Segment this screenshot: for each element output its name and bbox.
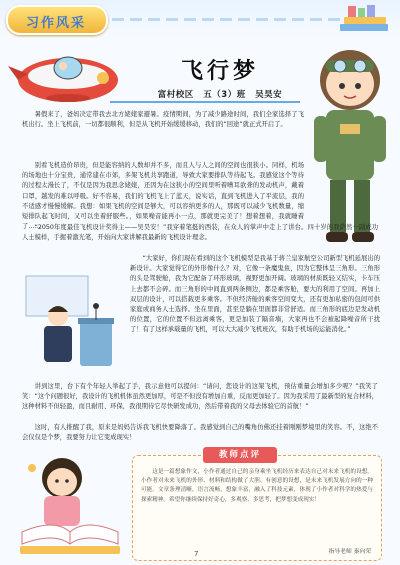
airplane-illustration <box>8 40 128 115</box>
paragraph-2: 别看飞机造价昂贵，但是能容纳的人数却并不多，而且人与人之间的空间也很狭小。同样，机场的场地也十分宝贵，通常建在市郊，多架飞机共享跑道，导致大家要排队等待起飞。我感觉这个等待的过程太漫长了，不仅是因为我思念姥姥，还因为在这狭小的空间里听着嘈耳欲聋的发动机声，戴着口罩，越发的难以呼吸。好不容易，我们的飞机飞上了蓝天，说实话，直到飞机进入了平流层，我的不适感才慢慢缓解。我想：如果飞机的空间是够大，可以容纳更多的人，那既可以减少飞机数量，缩短排队起飞时间，又可以坐着舒服些。，如果噪音能再小一点，那就更完美了！想着想着，我就睡着了…… <box>22 162 304 231</box>
page-number: 7 <box>194 550 199 558</box>
section-badge <box>6 5 108 35</box>
page-header <box>0 0 400 38</box>
byline <box>130 88 310 100</box>
books-icon <box>334 2 394 36</box>
article-title: 飞行梦 <box>180 58 259 84</box>
paragraph-6: 这时，有人推醒了我，原来是妈妈告诉我飞机快要降落了。我感觉到自己的嘴角仿佛还挂着刚刚梦境里的笑容。不，这绝不会仅仅是个梦，我要努力让它变成现实！ <box>22 424 378 442</box>
teacher-comment-card <box>132 450 382 561</box>
reading-girl-illustration <box>14 448 126 558</box>
comment-text: 这是一篇想象作文，小作者通过自己的亲身乘坐飞机经历来表达自己对未来飞机的设想。小作者对未来飞机的外形、材料和结构做了大胆、有创意的设想，是未来飞机发展方向的一种可能。文章条理清晰，语言流畅，想象丰富，融入了科技元素，体现了小作者对科学的热爱与探索精神。希望你继续保持好奇心，多观察、多思考，把梦想变成现实！ <box>141 469 373 503</box>
paragraph-1: 暑假来了，爸妈决定带我去北方姥姥家避暑。疫情期间，为了减少路途时间，我们全家选择了飞机出行。坐上飞机前，一切都很顺利，但是从飞机开始缓缓移动，我们的“回途”就正式开启了。 <box>22 111 304 129</box>
paragraph-5: 讲到这里，台下有个年轻人举起了手，我示意他可以提问：“请问，您设计的这架飞机，预估重量会增加多少呢？”我笑了笑：“这个问题很好，我设计的飞机机体虽然更加厚，可是不但没有增加自重，反而更加轻了。因为我采用了最新型的复合材料，这种材料不但轻盈，而且耐用、环保，我很期待它尽快研发成功，然后带着我的父母去体验它的首航！” <box>22 383 378 411</box>
section-badge-label: 习作风采 <box>26 16 87 31</box>
title-divider <box>110 101 300 103</box>
paragraph-3: “2050年度最佳飞机设计奖得主——吴昊安！”我穿着笔挺的西装，在众人的掌声中走上了讲台。四十岁的我萨然一副成功人士模样，手握着激光笔，开始向大家讲解我最新的飞机设计理念。 <box>22 224 378 242</box>
author-name: 吴昊安 <box>255 90 283 100</box>
school-name: 富村校区 <box>157 90 194 100</box>
comment-tag: 教师点评 <box>203 447 277 463</box>
header-divider <box>112 18 352 21</box>
presenter-illustration <box>18 268 126 378</box>
paragraph-4: “大家好，你们现在看到的这个飞机模型是我基于蒋兰皇家航空公司新型飞机延展出的新设计。大家觉得它的外形像什么？对，它像一条魔鬼鱼，因为它整体呈三角形。三角形的头是驾驶舱，我为它配备了环形玻璃，视野更加开阔。玻璃的材质既轻又结实，卡车压上去都不会碎。而三角形的中间直到两条侧边，都是乘客舱，要大的利用了空间。再加上双层的设计，可以搭载更多乘客。不但经济舱的乘客空间变大，还有更加私密的包间可供家庭或商务人士选择。坐在里面，甚至是躺在里面都非常舒适。而三角形的底边是发动机的位置，它的位置不但远离乘客，更是加装了隔音墙，大家再也不会被起降噪音所干扰了！有了这样承载量的飞机，可以大大减少飞机班次，有助于机场的运能消化。” <box>130 255 380 334</box>
class-name: 五（3）班 <box>203 90 246 100</box>
comment-signature: 指导老师 秦向荣 <box>328 549 371 555</box>
